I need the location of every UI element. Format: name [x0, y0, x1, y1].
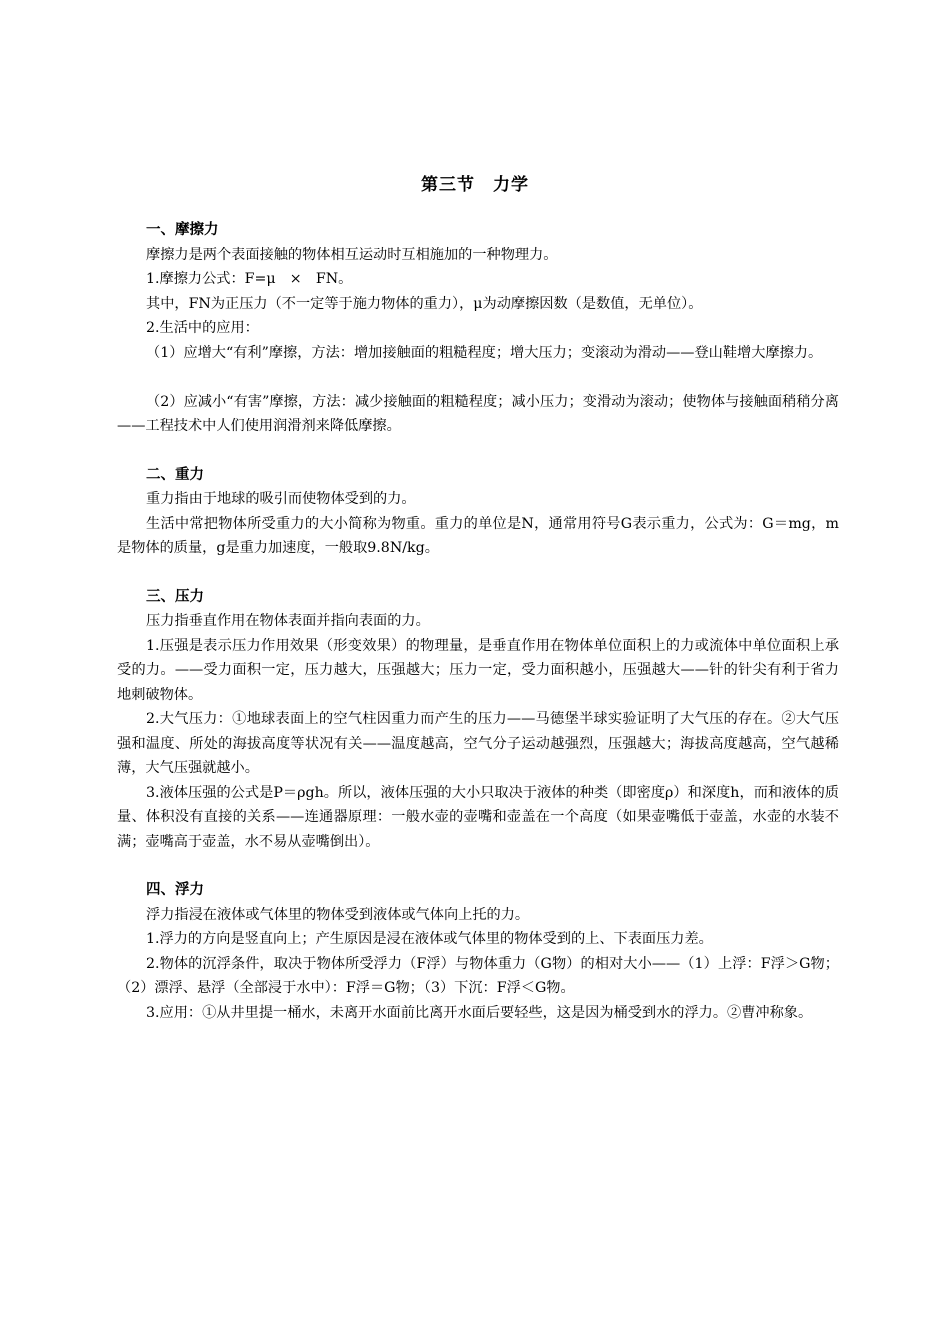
paragraph: 重力指由于地球的吸引而使物体受到的力。 — [146, 491, 416, 507]
section-friction — [117, 218, 839, 439]
paragraph: 1.摩擦力公式：F=μ × FN。 — [146, 271, 353, 287]
paragraph: 其中，FN为正压力（不一定等于施力物体的重力），μ为动摩擦因数（是数值，无单位）。 — [146, 295, 703, 312]
paragraph: 3.应用：①从井里提一桶水，未离开水面前比离开水面后要轻些，这是因为桶受到水的浮力。②曹冲称象。 — [146, 1004, 813, 1021]
section-heading: 一、摩擦力 — [146, 222, 219, 238]
paragraph: 浮力指浸在液体或气体里的物体受到液体或气体向上托的力。 — [146, 906, 530, 923]
paragraph: （2）应减小“有害”摩擦，方法：减少接触面的粗糙程度；减小压力；变滑动为滚动；使物体与接触面稍稍分离——工程技术中人们使用润滑剂来降低摩擦。 — [117, 393, 839, 434]
paragraph: （1）应增大“有利”摩擦，方法：增加接触面的粗糙程度；增大压力；变滚动为滑动——登山鞋增大摩擦力。 — [146, 344, 823, 361]
document-body — [117, 218, 839, 1049]
section-heading: 三、压力 — [146, 588, 204, 605]
section-pressure — [117, 585, 839, 855]
paragraph: 2.大气压力：①地球表面上的空气柱因重力而产生的压力——马德堡半球实验证明了大气压的存在。②大气压强和温度、所处的海拔高度等状况有关——温度越高，空气分子运动越强烈，压强越大；海拔高度越高，空气越稀薄，大气压强就越小。 — [117, 711, 839, 776]
paragraph: 摩擦力是两个表面接触的物体相互运动时互相施加的一种物理力。 — [146, 246, 558, 263]
paragraph: 3.液体压强的公式是P＝ρgh。所以，液体压强的大小只取决于液体的种类（即密度ρ）和深度h，而和液体的质量、体积没有直接的关系——连通器原理：一般水壶的壶嘴和壶盖在一个高度（如果壶嘴低于壶盖，水壶的水装不满；壶嘴高于壶盖，水不易从壶嘴倒出）。 — [117, 784, 839, 850]
section-buoyancy — [117, 878, 839, 1025]
paragraph: 2.物体的沉浮条件，取决于物体所受浮力（F浮）与物体重力（G物）的相对大小——（1）上浮：F浮＞G物；（2）漂浮、悬浮（全部浸于水中）：F浮＝G物；（3）下沉：F浮＜G物。 — [117, 955, 839, 996]
section-heading: 二、重力 — [146, 466, 204, 483]
section-heading: 四、浮力 — [146, 882, 204, 898]
paragraph: 1.压强是表示压力作用效果（形变效果）的物理量，是垂直作用在物体单位面积上的力或流体中单位面积上承受的力。——受力面积一定，压力越大，压强越大；压力一定，受力面积越小，压强越大——针的针尖有利于省力地刺破物体。 — [117, 637, 839, 703]
paragraph: 2.生活中的应用： — [146, 320, 259, 336]
paragraph: 生活中常把物体所受重力的大小简称为物重。重力的单位是N，通常用符号G表示重力，公式为：G＝mg，m是物体的质量，g是重力加速度，一般取9.8N/kg。 — [117, 515, 839, 556]
paragraph: 压力指垂直作用在物体表面并指向表面的力。 — [146, 613, 430, 629]
page-title: 第三节 力学 — [421, 175, 529, 195]
paragraph: 1.浮力的方向是竖直向上；产生原因是浸在液体或气体里的物体受到的上、下表面压力差。 — [146, 931, 713, 947]
section-gravity — [117, 463, 839, 561]
